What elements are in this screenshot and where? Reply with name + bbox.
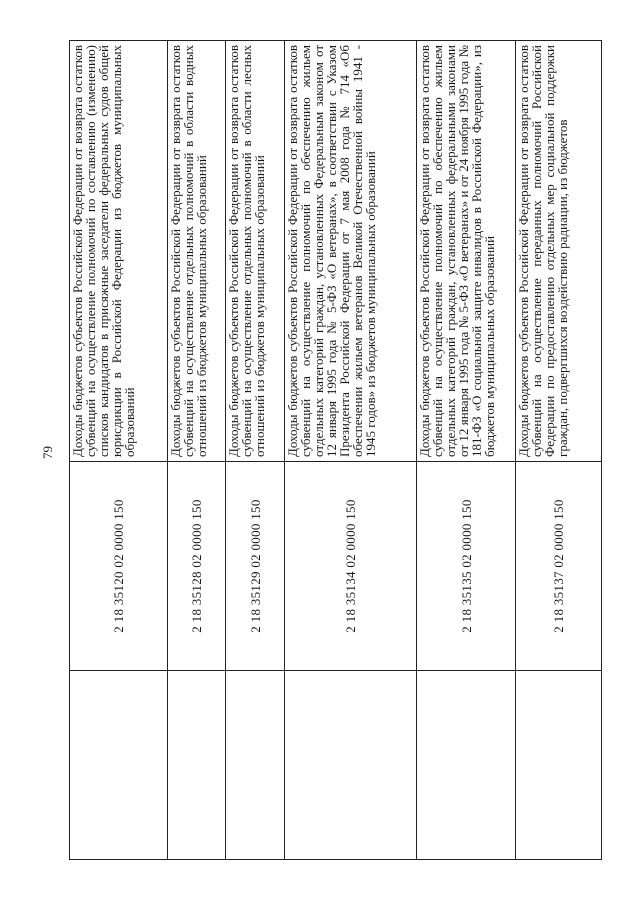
table-row	[417, 41, 516, 860]
empty-cell	[285, 671, 417, 860]
description-cell: Доходы бюджетов субъектов Российской Федерации от возврата остатков субвенций на осуществление полномочий по составлению (изменению) списков кандидатов в присяжные заседатели федеральных судов общей юрисдикции в Российской Федерации из бюджетов муниципальных образований	[70, 41, 168, 462]
page-number: 79	[40, 446, 55, 459]
description-cell: Доходы бюджетов субъектов Российской Федерации от возврата остатков субвенций на осуществление переданных полномочий Российской Федерации по предоставлению отдельных мер социальной поддержки граждан, подвергшихся воздействию радиации, из бюджетов	[516, 41, 602, 462]
empty-cell	[226, 671, 285, 860]
budget-codes-table	[69, 40, 602, 860]
budget-code-cell: 2 18 35129 02 0000 150	[226, 462, 285, 671]
empty-cell	[417, 671, 516, 860]
budget-code-cell: 2 18 35135 02 0000 150	[417, 462, 516, 671]
description-cell: Доходы бюджетов субъектов Российской Федерации от возврата остатков субвенций на осуществление отдельных полномочий в области водных отношений из бюджетов муниципальных образований	[168, 41, 226, 462]
empty-cell	[516, 671, 602, 860]
description-cell: Доходы бюджетов субъектов Российской Федерации от возврата остатков субвенций на осуществление отдельных полномочий в области лесных отношений из бюджетов муниципальных образований	[226, 41, 285, 462]
table-row	[168, 41, 226, 860]
description-cell: Доходы бюджетов субъектов Российской Федерации от возврата остатков субвенций на осуществление полномочий по обеспечению жильем отдельных категорий граждан, установленных Федеральным законом от 12 января 1995 года № 5-ФЗ «О ветеранах», в соответствии с Указом Президента Российской Федерации от 7 мая 2008 года № 714 «Об обеспечении жильем ветеранов Великой Отечественной войны 1941 - 1945 годов» из бюджетов муниципальных образований	[285, 41, 417, 462]
description-cell: Доходы бюджетов субъектов Российской Федерации от возврата остатков субвенций на осуществление полномочий по обеспечению жильем отдельных категорий граждан, установленных федеральными законами от 12 января 1995 года № 5-ФЗ «О ветеранах» и от 24 ноября 1995 года № 181-ФЗ «О социальной защите инвалидов в Российской Федерации», из бюджетов муниципальных образований	[417, 41, 516, 462]
table-row	[516, 41, 602, 860]
budget-code-cell: 2 18 35134 02 0000 150	[285, 462, 417, 671]
empty-cell	[168, 671, 226, 860]
budget-code-cell: 2 18 35128 02 0000 150	[168, 462, 226, 671]
budget-code-cell: 2 18 35120 02 0000 150	[70, 462, 168, 671]
table-row	[226, 41, 285, 860]
table-row	[70, 41, 168, 860]
table-row	[285, 41, 417, 860]
empty-cell	[70, 671, 168, 860]
budget-code-cell: 2 18 35137 02 0000 150	[516, 462, 602, 671]
